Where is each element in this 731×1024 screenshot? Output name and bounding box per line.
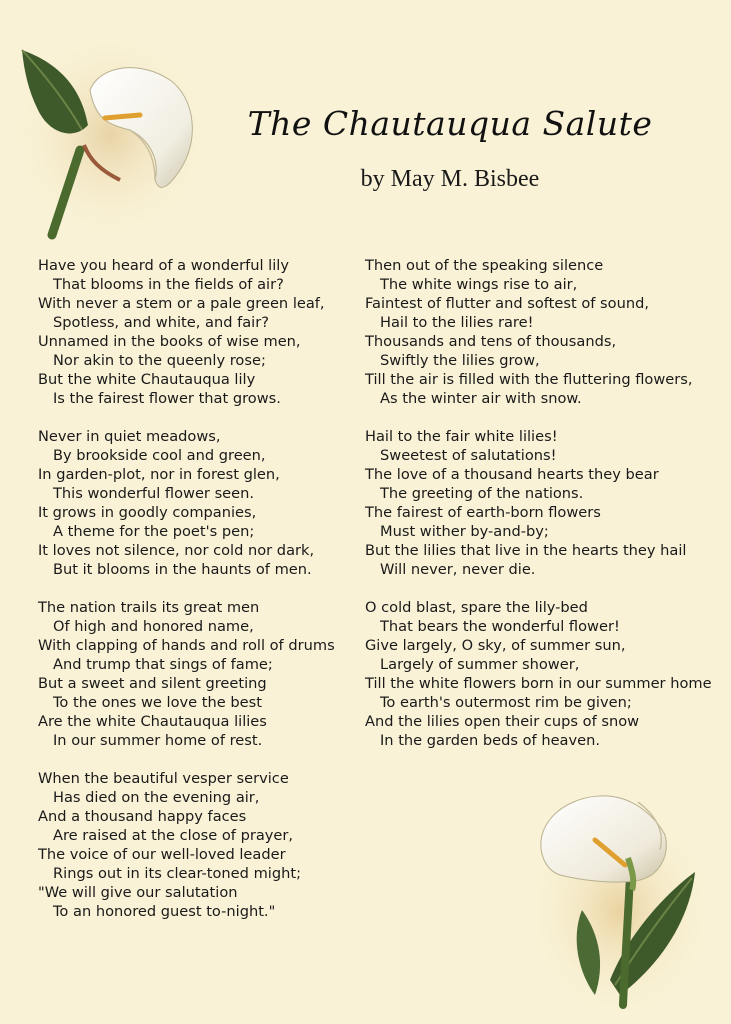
poem-line: By brookside cool and green, (53, 447, 266, 464)
poem-line: "We will give our salutation (38, 884, 238, 901)
poem-line: In our summer home of rest. (53, 732, 263, 749)
poem-line: Give largely, O sky, of summer sun, (365, 637, 626, 654)
poem-line: Till the white flowers born in our summer home (365, 675, 712, 692)
poem-stanza (38, 427, 358, 579)
poem-line: The love of a thousand hearts they bear (365, 466, 659, 483)
poem-line: Nor akin to the queenly rose; (53, 352, 266, 369)
poem-line: The fairest of earth-born flowers (365, 504, 601, 521)
poem-line: A theme for the poet's pen; (53, 523, 255, 540)
poem-line: Must wither by-and-by; (380, 523, 549, 540)
poem-line: To an honored guest to-night." (53, 903, 276, 920)
poem-line: And trump that sings of fame; (53, 656, 273, 673)
poem-stanza (365, 427, 727, 579)
poem-line: Till the air is filled with the fluttering flowers, (365, 371, 693, 388)
poem-line: And a thousand happy faces (38, 808, 247, 825)
poem-title: The Chautauqua Salute (247, 104, 653, 143)
poem-line: The white wings rise to air, (380, 276, 578, 293)
poem-line: Largely of summer shower, (380, 656, 580, 673)
poem-line: The voice of our well-loved leader (38, 846, 286, 863)
poem-line: It grows in goodly companies, (38, 504, 257, 521)
poem-byline: by May M. Bisbee (360, 166, 540, 192)
calla-lily-top-image (10, 30, 210, 240)
poem-left-column (38, 256, 358, 940)
poem-line: But the white Chautauqua lily (38, 371, 256, 388)
poem-stanza (38, 256, 358, 408)
poem-line: As the winter air with snow. (380, 390, 582, 407)
poem-stanza (365, 598, 727, 750)
poem-line: And the lilies open their cups of snow (365, 713, 640, 730)
poem-line: Have you heard of a wonderful lily (38, 257, 289, 274)
poem-line: Rings out in its clear-toned might; (53, 865, 301, 882)
poem-line: That blooms in the fields of air? (53, 276, 284, 293)
poem-line: This wonderful flower seen. (53, 485, 255, 502)
poem-stanza (365, 256, 727, 408)
poem-line: Never in quiet meadows, (38, 428, 221, 445)
poem-line: Thousands and tens of thousands, (365, 333, 617, 350)
poem-line: Then out of the speaking silence (365, 257, 604, 274)
poem-line: That bears the wonderful flower! (380, 618, 620, 635)
poem-line: Are raised at the close of prayer, (53, 827, 294, 844)
poem-line: Spotless, and white, and fair? (53, 314, 269, 331)
poem-line: Faintest of flutter and softest of sound, (365, 295, 649, 312)
poem-line: Is the fairest flower that grows. (53, 390, 281, 407)
poem-line: Has died on the evening air, (53, 789, 260, 806)
poem-line: Swiftly the lilies grow, (380, 352, 540, 369)
poem-line: In the garden beds of heaven. (380, 732, 600, 749)
poem-right-column (365, 256, 727, 769)
poem-line: With clapping of hands and roll of drums (38, 637, 335, 654)
poem-line: With never a stem or a pale green leaf, (38, 295, 325, 312)
poem-line: Are the white Chautauqua lilies (38, 713, 267, 730)
poem-stanza (38, 598, 358, 750)
poem-line: In garden-plot, nor in forest glen, (38, 466, 280, 483)
poem-line: But it blooms in the haunts of men. (53, 561, 312, 578)
poem-line: O cold blast, spare the lily-bed (365, 599, 588, 616)
poem-line: The greeting of the nations. (380, 485, 584, 502)
poem-line: But the lilies that live in the hearts they hail (365, 542, 687, 559)
poem-stanza (38, 769, 358, 921)
poem-line: Hail to the fair white lilies! (365, 428, 558, 445)
poem-line: Hail to the lilies rare! (380, 314, 534, 331)
poem-line: To the ones we love the best (53, 694, 262, 711)
poem-line: But a sweet and silent greeting (38, 675, 267, 692)
poem-line: The nation trails its great men (38, 599, 260, 616)
poem-line: Of high and honored name, (53, 618, 254, 635)
poem-line: Will never, never die. (380, 561, 536, 578)
poem-line: When the beautiful vesper service (38, 770, 289, 787)
poem-line: Sweetest of salutations! (380, 447, 557, 464)
poem-line: Unnamed in the books of wise men, (38, 333, 301, 350)
poem-line: To earth's outermost rim be given; (380, 694, 632, 711)
poem-line: It loves not silence, nor cold nor dark, (38, 542, 315, 559)
calla-lily-bottom-image (520, 780, 720, 1010)
